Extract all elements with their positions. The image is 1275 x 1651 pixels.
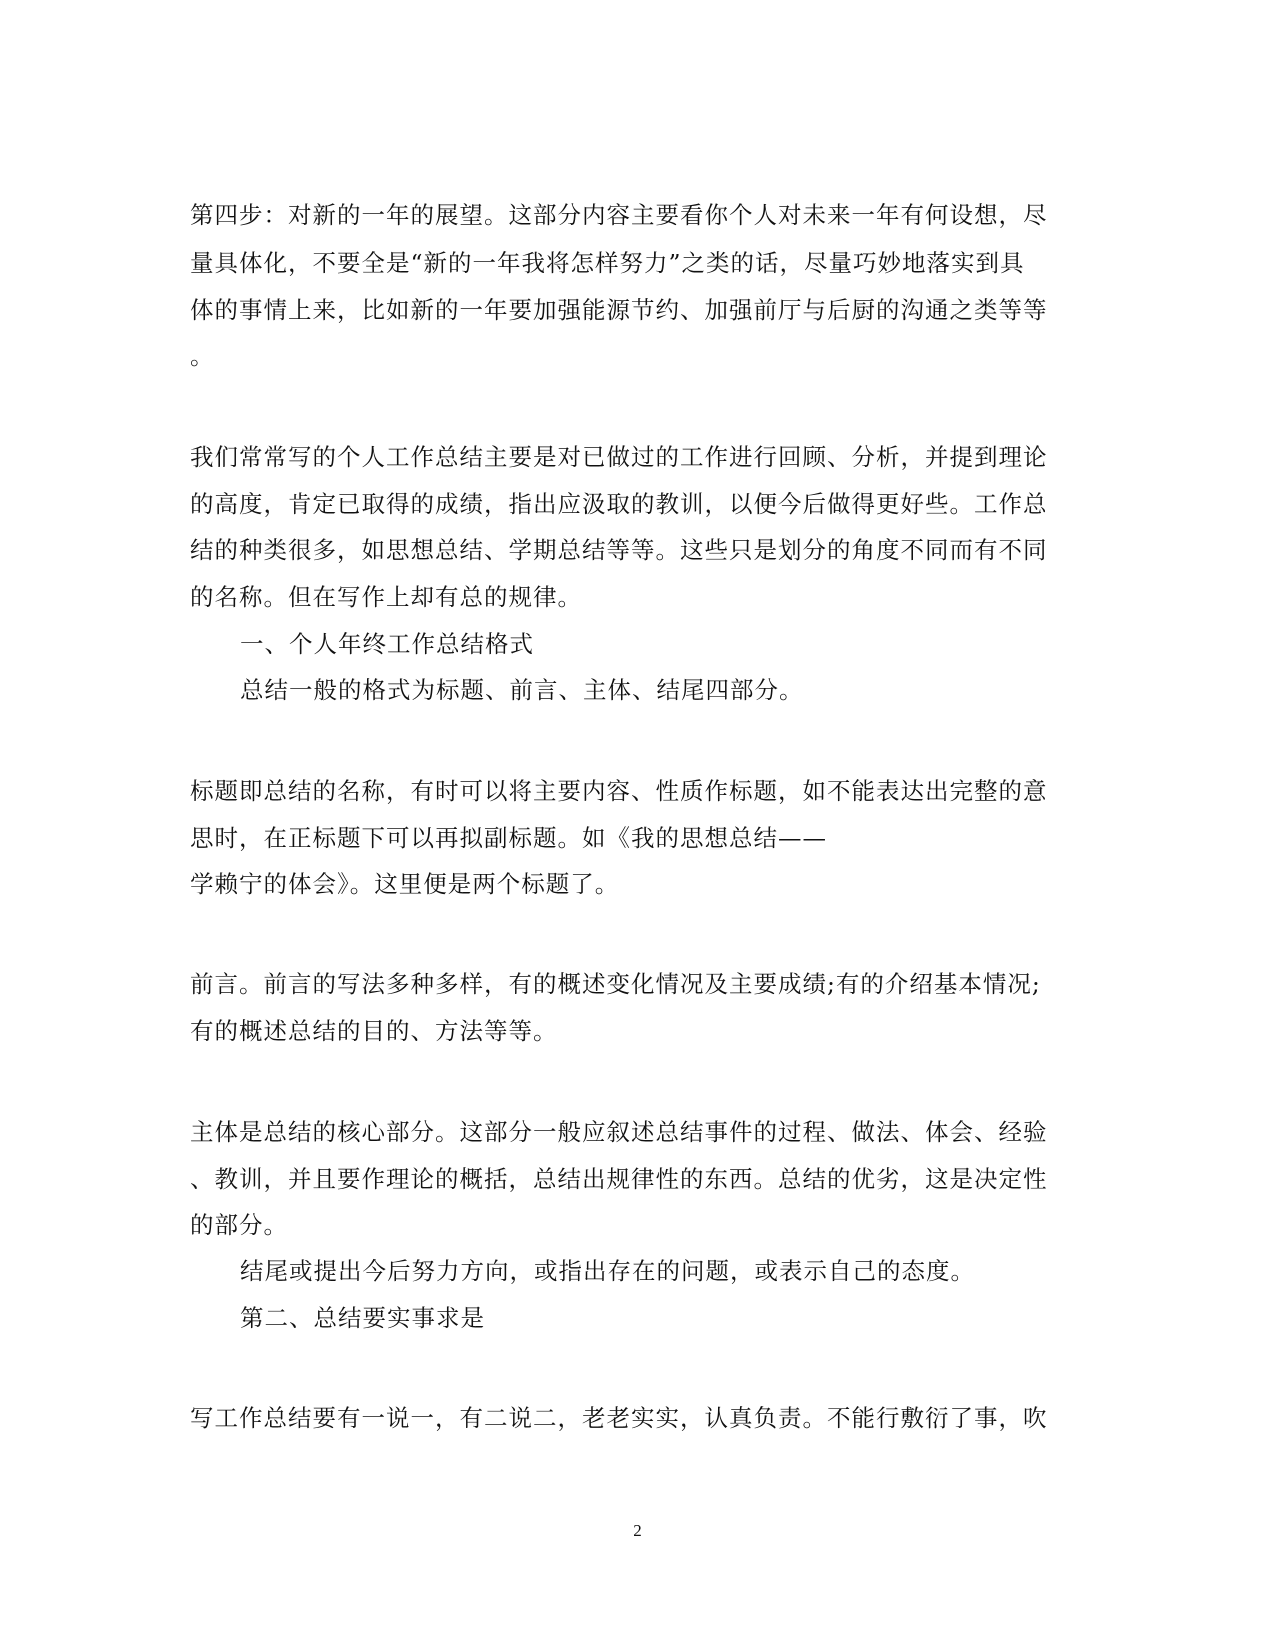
text-line: 有的概述总结的目的、方法等等。 bbox=[190, 1017, 558, 1045]
section-heading: 第二、总结要实事求是 bbox=[240, 1304, 485, 1332]
text-line: 体的事情上来，比如新的一年要加强能源节约、加强前厅与后厨的沟通之类等等 bbox=[190, 296, 1048, 324]
text-line: 、教训，并且要作理论的概括，总结出规律性的东西。总结的优劣，这是决定性 bbox=[190, 1165, 1048, 1193]
text-line: 结的种类很多，如思想总结、学期总结等等。这些只是划分的角度不同而有不同 bbox=[190, 536, 1048, 564]
text-line: 标题即总结的名称，有时可以将主要内容、性质作标题，如不能表达出完整的意 bbox=[190, 777, 1048, 805]
text-line: 。 bbox=[190, 342, 215, 370]
text-line: 总结一般的格式为标题、前言、主体、结尾四部分。 bbox=[240, 676, 804, 704]
page-number: 2 bbox=[633, 1521, 642, 1540]
text-line: 第四步：对新的一年的展望。这部分内容主要看你个人对未来一年有何设想，尽 bbox=[190, 201, 1048, 229]
text-line: 量具体化，不要全是“新的一年我将怎样努力”之类的话，尽量巧妙地落实到具 bbox=[190, 249, 1025, 277]
text-line: 的名称。但在写作上却有总的规律。 bbox=[190, 583, 582, 611]
text-line: 思时，在正标题下可以再拟副标题。如《我的思想总结—— bbox=[190, 824, 827, 852]
text-line: 的高度，肯定已取得的成绩，指出应汲取的教训，以便今后做得更好些。工作总 bbox=[190, 490, 1048, 518]
text-line: 前言。前言的写法多种多样，有的概述变化情况及主要成绩;有的介绍基本情况; bbox=[190, 970, 1041, 998]
text-line: 写工作总结要有一说一，有二说二，老老实实，认真负责。不能行敷衍了事，吹 bbox=[190, 1404, 1048, 1432]
text-line: 学赖宁的体会》。这里便是两个标题了。 bbox=[190, 870, 620, 898]
text-line: 的部分。 bbox=[190, 1211, 288, 1239]
section-heading: 一、个人年终工作总结格式 bbox=[240, 630, 534, 658]
text-line: 主体是总结的核心部分。这部分一般应叙述总结事件的过程、做法、体会、经验 bbox=[190, 1118, 1048, 1146]
text-line: 结尾或提出今后努力方向，或指出存在的问题，或表示自己的态度。 bbox=[240, 1257, 975, 1285]
text-line: 我们常常写的个人工作总结主要是对已做过的工作进行回顾、分析，并提到理论 bbox=[190, 443, 1048, 471]
